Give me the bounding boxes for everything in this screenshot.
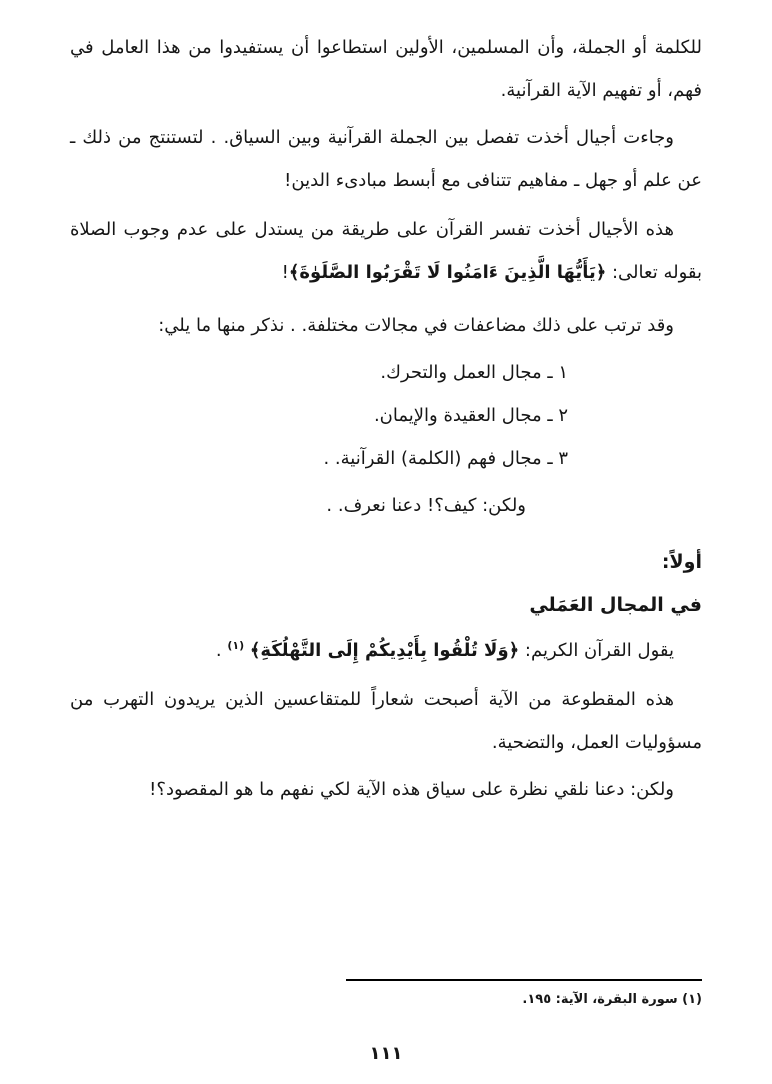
paragraph-text: يقول القرآن الكريم: [519,640,674,661]
section-heading-practical-field: في المجال العَمَلي [529,594,702,616]
page-number: ١١١ [369,1043,403,1064]
paragraph-with-quran-quote [70,629,702,672]
paragraph-continuation: للكلمة أو الجملة، وأن المسلمين، الأولين استطاعوا أن يستفيدوا من هذا العامل في فهم، أو تفهيم الآية القرآنية. [70,37,702,101]
footnote-marker: (١) [227,639,245,652]
paragraph-text: . [215,640,228,661]
list-item-3: ٣ ـ مجال فهم (الكلمة) القرآنية. . [323,448,568,469]
paragraph-with-quran-quote [70,208,702,294]
paragraph: وقد ترتب على ذلك مضاعفات في مجالات مختلفة. . نذكر منها ما يلي: [158,315,674,336]
list-item-1: ١ ـ مجال العمل والتحرك. [380,362,568,383]
paragraph-text: ! [281,262,289,283]
paragraph: هذه المقطوعة من الآية أصبحت شعاراً للمتقاعسين الذين يريدون التهرب من مسؤوليات العمل، والتضحية. [70,689,702,753]
list-item-2: ٢ ـ مجال العقيدة والإيمان. [373,405,568,426]
quran-verse-tahluka: ﴿وَلَا تُلْقُوا بِأَيْدِيكُمْ إِلَى التَّهْلُكَةِ﴾ [249,640,520,661]
footnote-block [70,979,702,1010]
footnote-separator-rule [346,979,702,981]
section-heading-first: أولاً: [661,551,702,573]
paragraph: ولكن: دعنا نلقي نظرة على سياق هذه الآية لكي نفهم ما هو المقصود؟! [149,779,674,800]
question-line: ولكن: كيف؟! دعنا نعرف. . [326,495,526,516]
footnote-text: (١) سورة البقرة، الآية: ١٩٥. [522,992,702,1007]
quran-verse-salah: ﴿يَأَيُّهَا الَّذِينَ ءَامَنُوا لَا تَقْرَبُوا الصَّلَوٰةَ﴾ [288,262,607,283]
paragraph: وجاءت أجيال أخذت تفصل بين الجملة القرآنية وبين السياق. . لتستنتج من ذلك ـ عن علم أو جهل ـ مفاهيم تتنافى مع أبسط مبادىء الدين! [70,127,702,191]
paragraph-text: هذه الأجيال أخذت تفسر القرآن على طريقة من يستدل على عدم وجوب الصلاة بقوله تعالى: [70,219,702,283]
